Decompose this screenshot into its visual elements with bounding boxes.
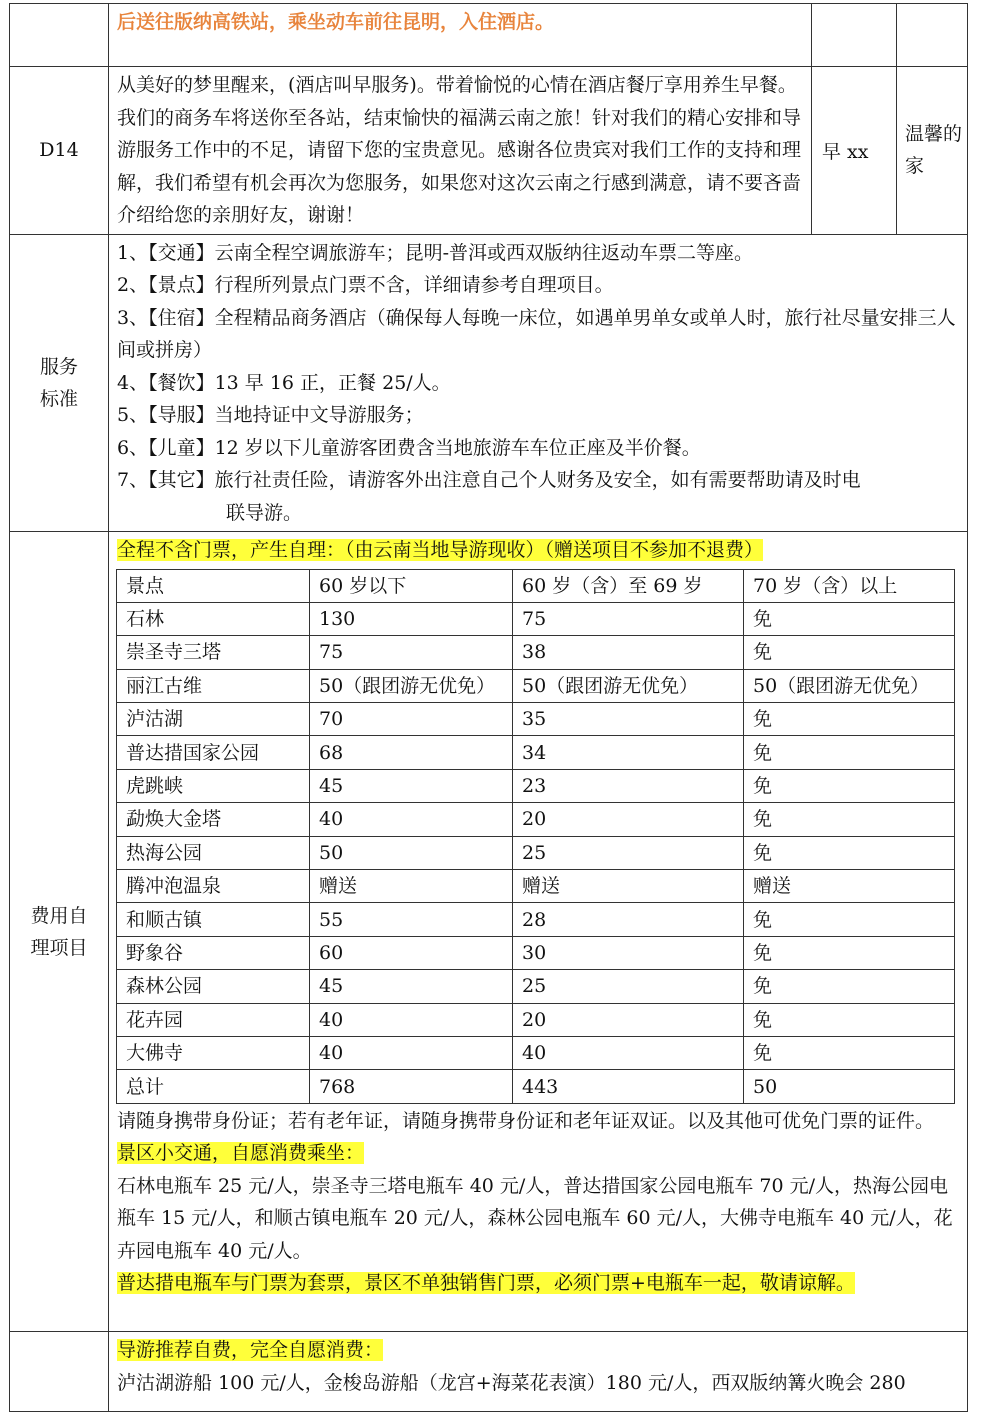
ticket-cell: 崇圣寺三塔 <box>117 636 310 669</box>
row-fees <box>10 532 968 1332</box>
ticket-header-row <box>117 569 955 602</box>
ticket-cell: 40 <box>310 1003 513 1036</box>
ticket-cell: 68 <box>310 736 513 769</box>
row-service <box>10 234 968 532</box>
ticket-cell: 20 <box>513 1003 744 1036</box>
id-note: 请随身携带身份证；若有老年证，请随身携带身份证和老年证双证。以及其他可优免门票的证件。 <box>117 1109 935 1132</box>
header-cell: 景点 <box>117 569 310 602</box>
fees-heading: 全程不含门票，产生自理：（由云南当地导游现收）（赠送项目不参加不退费） <box>117 539 764 561</box>
ticket-cell: 花卉园 <box>117 1003 310 1036</box>
service-item: 联导游。 <box>226 501 303 524</box>
ticket-cell: 普达措国家公园 <box>117 736 310 769</box>
row-top-content <box>109 4 812 67</box>
ticket-cell: 38 <box>513 636 744 669</box>
ticket-cell: 28 <box>513 903 744 936</box>
ticket-cell: 野象谷 <box>117 936 310 969</box>
ticket-cell: 25 <box>513 836 744 869</box>
meal-cell: 早 xx <box>812 67 897 235</box>
row-d14 <box>10 67 968 235</box>
ticket-cell: 石林 <box>117 602 310 635</box>
ticket-cell: 和顺古镇 <box>117 903 310 936</box>
ticket-row <box>117 602 955 635</box>
ticket-cell: 泸沽湖 <box>117 703 310 736</box>
pudacuo-note: 普达措电瓶车与门票为套票，景区不单独销售门票，必须门票+电瓶车一起，敬请谅解。 <box>117 1272 855 1295</box>
ticket-row <box>117 903 955 936</box>
ticket-cell: 50 <box>744 1070 955 1103</box>
ticket-row <box>117 1003 955 1036</box>
hotel-cell-empty <box>897 4 968 67</box>
row-guide <box>10 1332 968 1412</box>
service-item: 6、【儿童】12 岁以下儿童游客团费含当地旅游车车位正座及半价餐。 <box>117 436 701 459</box>
ticket-cell: 130 <box>310 602 513 635</box>
day-label: D14 <box>10 67 109 235</box>
ticket-cell: 免 <box>744 703 955 736</box>
d14-content: 从美好的梦里醒来，(酒店叫早服务)。带着愉悦的心情在酒店餐厅享用养生早餐。我们的商务车将送你至各站，结束愉快的福满云南之旅！针对我们的精心安排和导游服务工作中的不足，请留下您的宝贵意见。感谢各位贵宾对我们工作的支持和理解，我们希望有机会再次为您服务，如果您对这次云南之行感到满意，请不要吝啬介绍给您的亲朋好友，谢谢！ <box>109 67 812 235</box>
ticket-row <box>117 970 955 1003</box>
fees-label-line2: 理项目 <box>30 936 88 959</box>
ticket-cell: 免 <box>744 970 955 1003</box>
ticket-row <box>117 836 955 869</box>
ticket-cell: 40 <box>310 1036 513 1069</box>
ticket-cell: 30 <box>513 936 744 969</box>
fees-label <box>10 532 109 1332</box>
service-item: 3、【住宿】全程精品商务酒店（确保每人每晚一床位，如遇单男单女或单人时，旅行社尽量安排三人间或拼房） <box>117 306 956 361</box>
ticket-cell: 免 <box>744 636 955 669</box>
fees-label-line1: 费用自 <box>30 904 88 927</box>
ticket-cell: 768 <box>310 1070 513 1103</box>
ticket-cell: 443 <box>513 1070 744 1103</box>
ticket-cell: 45 <box>310 970 513 1003</box>
itinerary-table <box>9 3 968 1412</box>
service-item: 4、【餐饮】13 早 16 正，正餐 25/人。 <box>117 371 451 394</box>
service-label <box>10 234 109 532</box>
ticket-cell: 免 <box>744 903 955 936</box>
ticket-cell: 23 <box>513 769 744 802</box>
service-content <box>109 234 968 532</box>
ticket-row <box>117 1036 955 1069</box>
arrival-note: 后送往版纳高铁站，乘坐动车前往昆明，入住酒店。 <box>117 11 555 33</box>
guide-label-empty <box>10 1332 109 1412</box>
service-item: 5、【导服】当地持证中文导游服务； <box>117 404 424 426</box>
header-cell: 60 岁（含）至 69 岁 <box>513 569 744 602</box>
ticket-cell: 50（跟团游无优免） <box>744 669 955 702</box>
ticket-cell: 总计 <box>117 1070 310 1103</box>
ticket-cell: 50（跟团游无优免） <box>310 669 513 702</box>
hotel-cell: 温馨的家 <box>897 67 968 235</box>
ticket-cell: 40 <box>310 803 513 836</box>
ticket-row <box>117 736 955 769</box>
ticket-cell: 赠送 <box>310 870 513 903</box>
ticket-cell: 腾冲泡温泉 <box>117 870 310 903</box>
guide-text: 泸沽湖游船 100 元/人，金梭岛游船（龙宫+海菜花表演）180 元/人，西双版纳篝火晚会 280 <box>117 1371 906 1394</box>
ticket-row <box>117 936 955 969</box>
ticket-cell: 森林公园 <box>117 970 310 1003</box>
service-label-line1: 服务 <box>39 355 78 378</box>
ticket-cell: 赠送 <box>513 870 744 903</box>
ticket-cell: 60 <box>310 936 513 969</box>
meal-cell-empty <box>812 4 897 67</box>
ticket-table <box>116 569 955 1104</box>
ticket-cell: 免 <box>744 769 955 802</box>
ticket-cell: 免 <box>744 836 955 869</box>
ticket-cell: 勐焕大金塔 <box>117 803 310 836</box>
ticket-row <box>117 669 955 702</box>
ticket-cell: 40 <box>513 1036 744 1069</box>
service-item: 2、【景点】行程所列景点门票不含，详细请参考自理项目。 <box>117 274 614 296</box>
ticket-cell: 75 <box>513 602 744 635</box>
ticket-cell: 45 <box>310 769 513 802</box>
ticket-cell: 55 <box>310 903 513 936</box>
ticket-cell: 免 <box>744 936 955 969</box>
ticket-cell: 免 <box>744 602 955 635</box>
shuttle-heading: 景区小交通，自愿消费乘坐： <box>117 1142 365 1165</box>
ticket-cell: 70 <box>310 703 513 736</box>
ticket-row <box>117 1070 955 1103</box>
fees-content <box>109 532 968 1332</box>
header-cell: 70 岁（含）以上 <box>744 569 955 602</box>
ticket-cell: 免 <box>744 736 955 769</box>
ticket-cell: 丽江古维 <box>117 669 310 702</box>
ticket-cell: 34 <box>513 736 744 769</box>
ticket-cell: 赠送 <box>744 870 955 903</box>
ticket-cell: 50（跟团游无优免） <box>513 669 744 702</box>
ticket-cell: 75 <box>310 636 513 669</box>
ticket-row <box>117 870 955 903</box>
service-item: 7、【其它】旅行社责任险，请游客外出注意自己个人财务及安全，如有需要帮助请及时电 <box>117 469 861 491</box>
guide-content <box>109 1332 968 1412</box>
ticket-cell: 25 <box>513 970 744 1003</box>
ticket-cell: 大佛寺 <box>117 1036 310 1069</box>
ticket-cell: 热海公园 <box>117 836 310 869</box>
shuttle-text: 石林电瓶车 25 元/人，崇圣寺三塔电瓶车 40 元/人，普达措国家公园电瓶车 70 元/人，热海公园电瓶车 15 元/人，和顺古镇电瓶车 20 元/人，森林公园电瓶车 60 元/人，大佛寺电瓶车 40 元/人，花卉园电瓶车 40 元/人。 <box>117 1174 953 1262</box>
ticket-cell: 35 <box>513 703 744 736</box>
ticket-cell: 免 <box>744 803 955 836</box>
ticket-cell: 免 <box>744 1003 955 1036</box>
header-cell: 60 岁以下 <box>310 569 513 602</box>
ticket-cell: 50 <box>310 836 513 869</box>
ticket-row <box>117 636 955 669</box>
day-cell-empty <box>10 4 109 67</box>
ticket-cell: 虎跳峡 <box>117 769 310 802</box>
ticket-row <box>117 703 955 736</box>
ticket-row <box>117 803 955 836</box>
service-label-line2: 标准 <box>39 387 78 410</box>
ticket-cell: 免 <box>744 1036 955 1069</box>
ticket-row <box>117 769 955 802</box>
service-item: 1、【交通】云南全程空调旅游车；昆明-普洱或西双版纳往返动车票二等座。 <box>117 241 754 264</box>
row-top <box>10 4 968 67</box>
ticket-cell: 20 <box>513 803 744 836</box>
guide-heading: 导游推荐自费，完全自愿消费： <box>117 1339 384 1361</box>
